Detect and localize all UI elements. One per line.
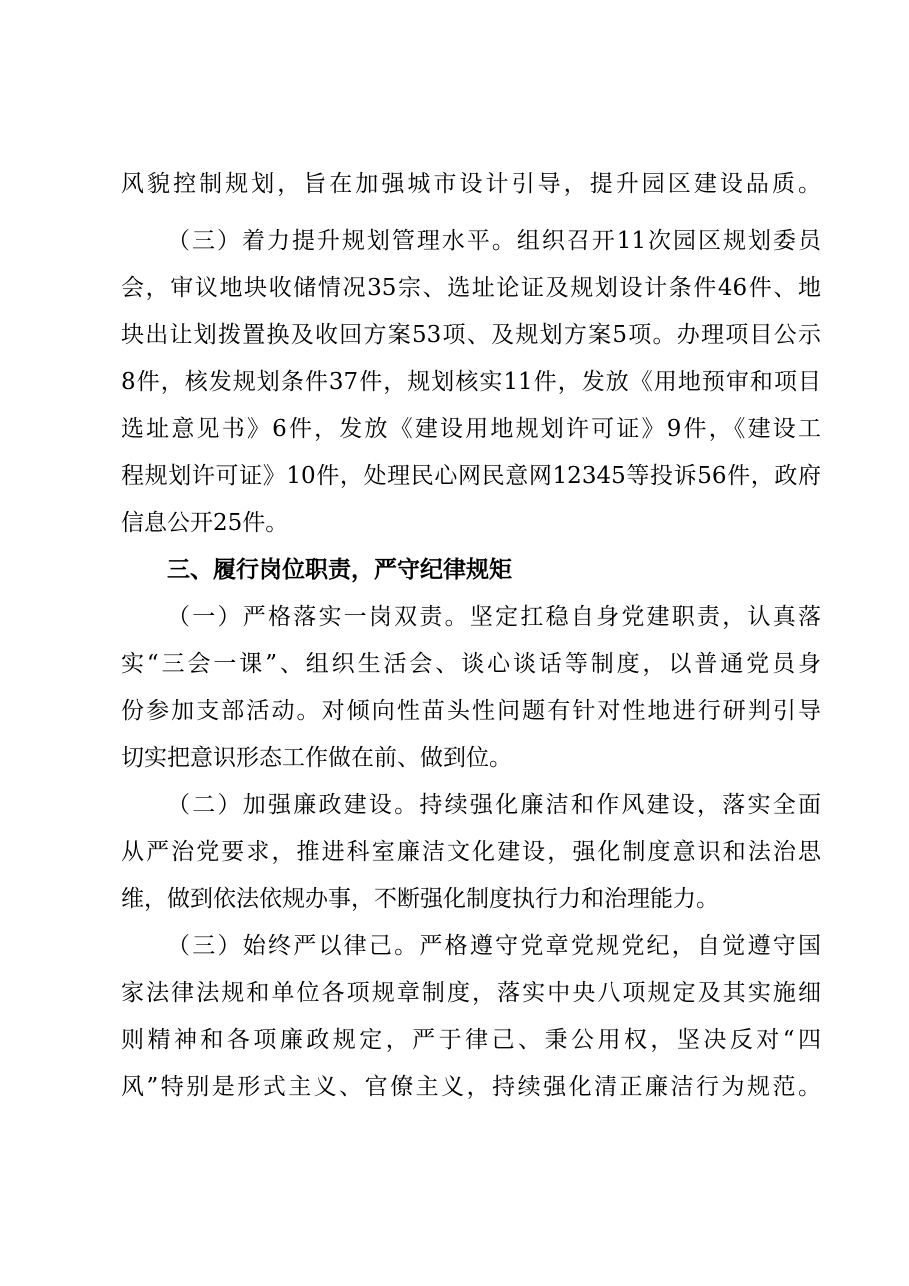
paragraph-line: 切实把意识形态工作做在前、做到位。 bbox=[121, 745, 512, 771]
paragraph-line: 家法律法规和单位各项规章制度，落实中央八项规定及其实施细 bbox=[121, 980, 821, 1006]
paragraph-line: （一）严格落实一岗双责。坚定扛稳自身党建职责，认真落 bbox=[167, 604, 821, 630]
paragraph-line: （三）始终严以律己。严格遵守党章党规党纪，自觉遵守国 bbox=[167, 933, 821, 959]
paragraph-line: 则精神和各项廉政规定，严于律己、秉公用权，坚决反对“四 bbox=[121, 1027, 821, 1053]
paragraph-line: 风貌控制规划，旨在加强城市设计引导，提升园区建设品质。 bbox=[121, 171, 821, 197]
paragraph-line: 份参加支部活动。对倾向性苗头性问题有针对性地进行研判引导 bbox=[121, 698, 821, 724]
paragraph-line: （三）着力提升规划管理水平。组织召开11次园区规划委员 bbox=[167, 228, 821, 254]
paragraph-line: 程规划许可证》10件，处理民心网民意网12345等投诉56件，政府 bbox=[121, 463, 821, 489]
paragraph-line: 从严治党要求，推进科室廉洁文化建设，强化制度意识和法治思 bbox=[121, 839, 821, 865]
paragraph-line: 会，审议地块收储情况35宗、选址论证及规划设计条件46件、地 bbox=[121, 275, 821, 301]
section-heading: 三、履行岗位职责，严守纪律规矩 bbox=[167, 556, 512, 583]
paragraph-line: 8件，核发规划条件37件，规划核实11件，发放《用地预审和项目 bbox=[121, 369, 821, 395]
paragraph-line: 实“三会一课”、组织生活会、谈心谈话等制度，以普通党员身 bbox=[121, 651, 821, 677]
paragraph-line: （二）加强廉政建设。持续强化廉洁和作风建设，落实全面 bbox=[167, 792, 821, 818]
paragraph-line: 块出让划拨置换及收回方案53项、及规划方案5项。办理项目公示 bbox=[121, 322, 821, 348]
paragraph-line: 选址意见书》6件，发放《建设用地规划许可证》9件，《建设工 bbox=[121, 416, 821, 442]
paragraph-line: 维，做到依法依规办事，不断强化制度执行力和治理能力。 bbox=[121, 886, 719, 912]
paragraph-line: 信息公开25件。 bbox=[121, 510, 289, 536]
paragraph-line: 风”特别是形式主义、官僚主义，持续强化清正廉洁行为规范。 bbox=[121, 1074, 821, 1100]
